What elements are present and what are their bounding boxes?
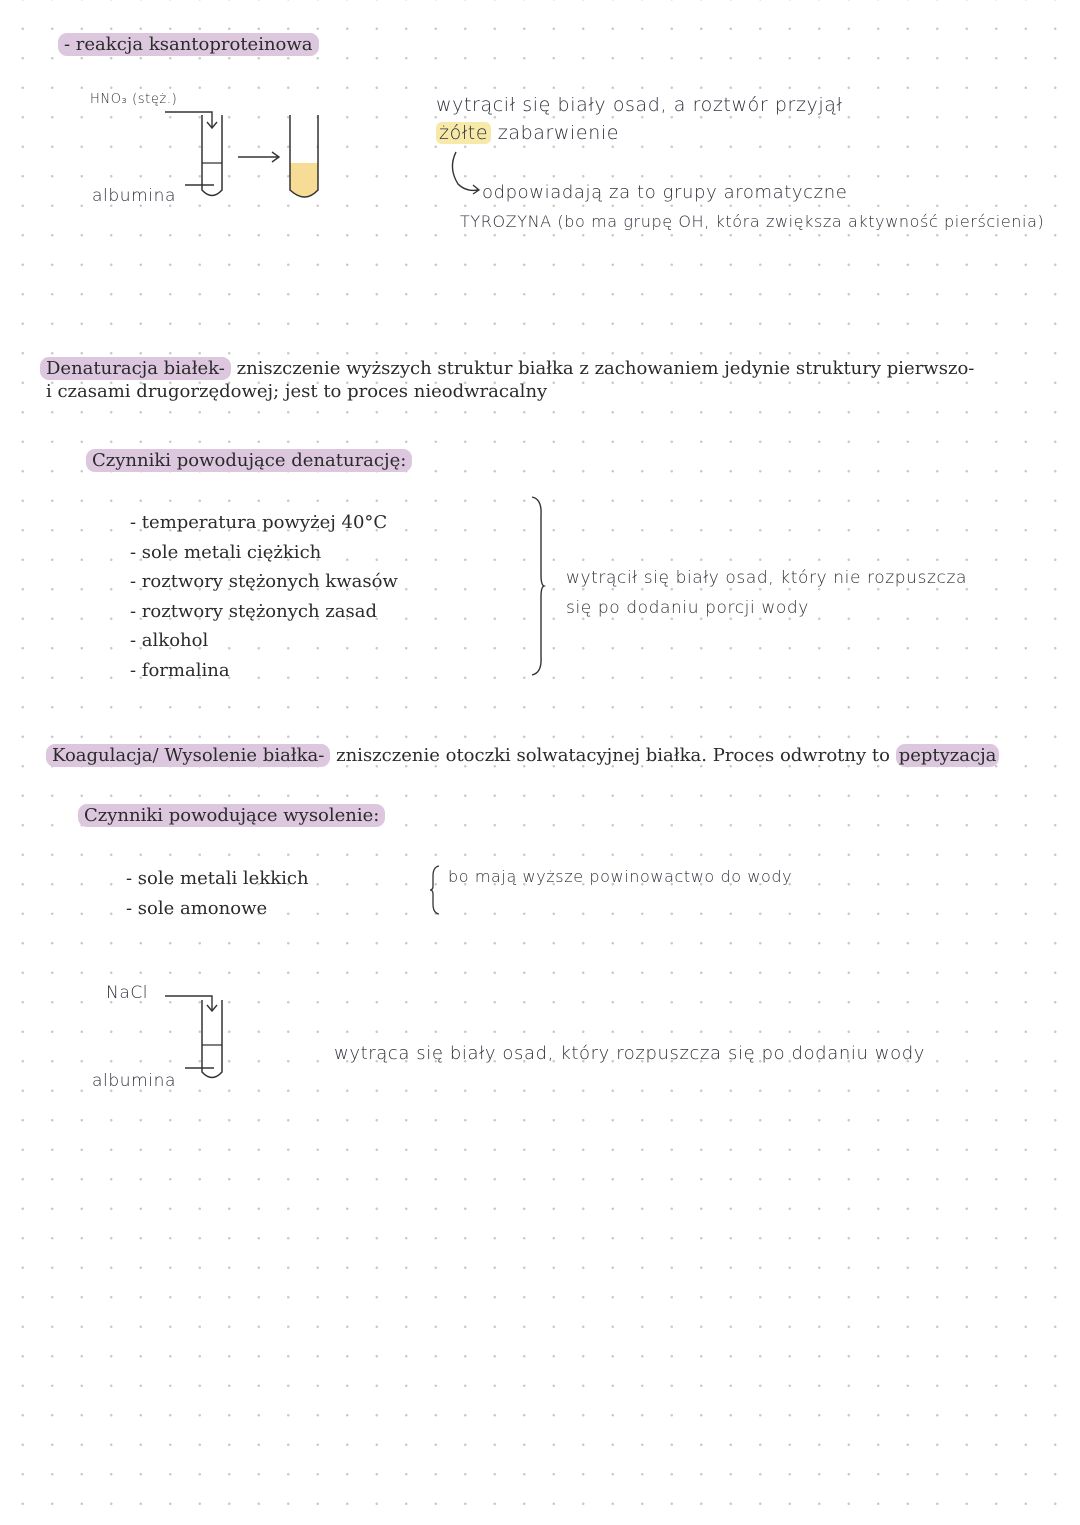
xanthoprotein-explanation: odpowiadają za to grupy aromatyczne [482,182,848,203]
left-brace-icon [428,864,442,916]
coagulation-term: Koagulacja/ Wysolenie białka- [46,744,330,767]
salting-out-reason: bo mają wyższe powinowactwo do wody [448,867,793,886]
salting-out-reagent: NaCl [106,983,149,1003]
list-item: - formalina [130,659,230,681]
xanthoprotein-substrate: albumina [92,186,176,206]
denaturation-result-line1: wytrącił się biały osad, który nie rozpuszcza [566,568,967,588]
salting-out-factors-heading: Czynniki powodujące wysolenie: [78,805,385,826]
salting-out-result: wytrąca się biały osad, który rozpuszcza się po dodaniu wody [334,1043,925,1064]
xanthoprotein-test-tube-diagram [160,105,340,205]
xanthoprotein-reagent: HNO₃ (stęż.) [90,92,178,107]
denaturation-factors-heading: Czynniki powodujące denaturację: [86,450,412,471]
salting-out-substrate: albumina [92,1071,176,1091]
list-item: - sole amonowe [126,898,268,919]
denaturation-definition-line2: i czasami drugorzędowej; jest to proces nieodwracalny [46,381,548,402]
denaturation-definition-line1: Denaturacja białek- zniszczenie wyższych struktur białka z zachowaniem jedynie struktury pierwszo- [40,358,974,379]
right-brace-icon [528,495,548,677]
list-item: - temperatura powyżej 40°C [130,512,388,533]
denaturation-factors-list [130,508,398,685]
peptization-term: peptyzacja [896,744,1000,767]
list-item: - roztwory stężonych kwasów [130,571,398,592]
salting-out-factors-list [126,864,309,924]
denaturation-term: Denaturacja białek- [40,357,231,380]
xanthoprotein-heading: - reakcja ksantoproteinowa [58,34,319,55]
list-item: - sole metali lekkich [126,868,309,889]
tyrosine-note: TYROZYNA (bo ma grupę OH, która zwiększa aktywność pierścienia) [460,212,1045,231]
salting-out-test-tube-diagram [160,990,240,1090]
yellow-color-word: żółte [436,122,491,144]
xanthoprotein-observation: wytrącił się biały osad, a roztwór przyjął [436,94,843,116]
list-item: - sole metali ciężkich [130,541,322,563]
coagulation-definition: Koagulacja/ Wysolenie białka- zniszczenie otoczki solwatacyjnej białka. Proces odwrotny to peptyzacja [46,745,999,766]
xanthoprotein-observation-color: żółte zabarwienie [436,122,619,144]
denaturation-result-line2: się po dodaniu porcji wody [566,598,809,618]
list-item: - alkohol [130,630,209,651]
list-item: - roztwory stężonych zasad [130,600,378,622]
